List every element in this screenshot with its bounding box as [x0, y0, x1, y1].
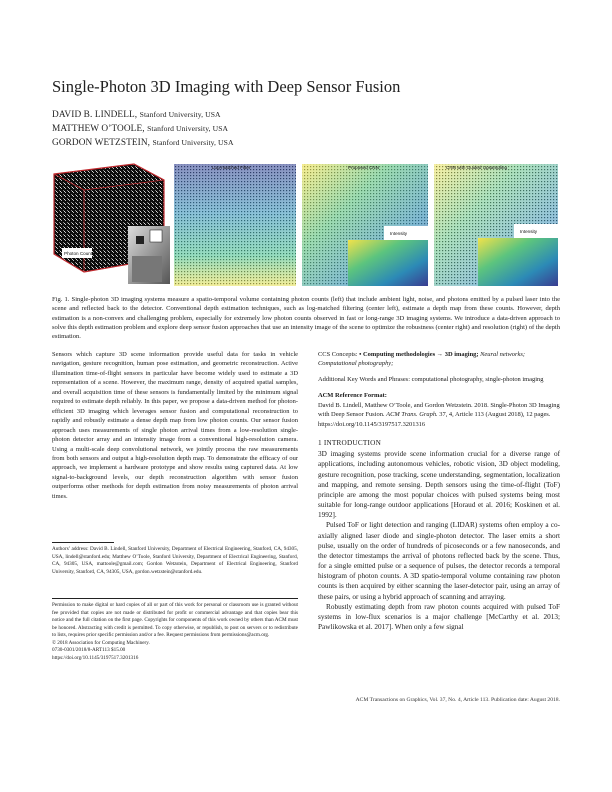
panel-label: CNN with Guided Upsampling [446, 165, 508, 170]
author-line [52, 124, 228, 134]
author-line [52, 110, 221, 120]
paper-title: Single-Photon 3D Imaging with Deep Sensor Fusion [52, 77, 401, 96]
section-heading: 1 INTRODUCTION [318, 439, 382, 448]
permission-notice [52, 602, 298, 662]
panel-label: Proposed CNN [348, 165, 379, 170]
paragraph: Pulsed ToF or light detection and ranging (LIDAR) systems often employ a co-axially aligned laser diode and single-photon detector. The laser emits a short pulse, usually on the order of hundreds of picoseconds or a few nanoseconds, and the detector timestamps the arrival of photons reflected back by the scene. Thus, for a single emitted pulse or a sequence of pulses, the detector records a temporal histogram of photon counts. A 3D spatio-temporal volume containing raw photon counts is then acquired by either scanning the laser-detector pair, using an array of these pairs, or using a hybrid approach of scanning and arraying. [318, 521, 560, 601]
author-affiliation: Stanford University, USA [147, 124, 229, 133]
author-name: DAVID B. LINDELL, [52, 110, 138, 120]
reference-text: David B. Lindell, Matthew O’Toole, and Gordon Wetzstein. 2018. Single-Photon 3D Imaging with Deep Sensor Fusion. [318, 401, 560, 419]
author-affiliation: Stanford University, USA [152, 138, 234, 147]
page-footer: ACM Transactions on Graphics, Vol. 37, No. 4, Article 113. Publication date: August 2018. [355, 697, 560, 703]
reference-doi[interactable]: 37, 4, Article 113 (August 2018), 12 pages. https://doi.org/10.1145/3197517.3201316 [318, 411, 551, 428]
copyright-line: © 2018 Association for Computing Machinery. [52, 639, 150, 646]
panel-label: Intensity [390, 231, 408, 236]
issn-line: 0730-0301/2018/8-ART113 $15.00 [52, 647, 126, 654]
teaser-figure [52, 160, 560, 288]
author-line [52, 138, 234, 148]
reference-format-heading: ACM Reference Format: [318, 392, 387, 400]
panel-label: Intensity [520, 229, 538, 234]
log-matched-filter-panel [174, 164, 296, 286]
authors-address: Authors’ address: David B. Lindell, Stanford University, Department of Electrical Engineering, Stanford, CA, 94305, USA, lindell@stanford.edu; Matthew O’Toole, Stanford University, Department of Electrical Engineering, Stanford, CA, 94305, USA, mattoole@gmail.com; Gordon Wetzstein, Department of Electrical Engineering, Stanford University, Stanford, CA, 94305, USA, gordon.wetzstein@stanford.edu. [52, 546, 298, 576]
keywords: Additional Key Words and Phrases: computational photography, single-photon imaging [318, 375, 544, 383]
reference-journal: ACM Trans. Graph. [386, 411, 438, 419]
paragraph: Robustly estimating depth from raw photon counts acquired with pulsed ToF systems in low-flux scenarios is a major challenge [McCarthy et al. 2013; Pawlikowska et al. 2017]. When only a few signal [318, 602, 560, 631]
guided-upsampling-panel [434, 164, 558, 286]
ccs-bold: • Computing methodologies → 3D imaging; [359, 351, 479, 358]
ccs-italic: Neural networks; Computational photography; [318, 351, 526, 368]
paragraph: 3D imaging systems provide scene information crucial for a diverse range of applications, including autonomous vehicles, robotic vision, 3D object modeling, gesture recognition, pose tracking, scene understanding, segmentation, localization and mapping, and remote sensing. Depth sensors using the time-of-flight (ToF) principle are among the most popular choices with pulsed systems being most suitable for long-range outdoor applications [Horaud et al. 2016; Koskinen et al. 1992]. [318, 450, 560, 520]
permission-text: Permission to make digital or hard copies of all or part of this work for personal or classroom use is granted without fee provided that copies are not made or distributed for profit or commercial advantage and that copies bear this notice and the full citation on the first page. Copyrights for components of this work owned by others than ACM must be honored. Abstracting with credit is permitted. To copy otherwise, or republish, to post on servers or to redistribute to lists, requires prior specific permission and/or a fee. Request permissions from permissions@acm.org. [52, 602, 298, 639]
photon-counts-label: Photon Counts [64, 251, 95, 256]
ccs-label: CCS Concepts: [318, 351, 358, 358]
reference-format [318, 401, 560, 429]
author-name: GORDON WETZSTEIN, [52, 138, 151, 148]
footnote-rule [52, 542, 114, 543]
proposed-cnn-panel [302, 164, 428, 286]
abstract: Sensors which capture 3D scene information provide useful data for tasks in vehicle navigation, gesture recognition, human pose estimation, and geometric reconstruction. Active illumination time-of-flight sensors in particular have become widely used to estimate a 3D representation of a scene. However, the maximum range, density of acquired spatial samples, and overall acquisition time of these sensors is fundamentally limited by the minimum signal required to estimate depth reliably. In this paper, we propose a data-driven method for photon-efficient 3D imaging which leverages sensor fusion and computational reconstruction to rapidly and robustly estimate a dense depth map from low photon counts. Our sensor fusion approach uses measurements of single photon arrival times from a low-resolution single-photon detector array and an intensity image from a conventional high-resolution camera. Using a multi-scale deep convolutional network, we jointly process the raw measurements from both sensors and output a high-resolution depth map. To demonstrate the efficacy of our approach, we implement a hardware prototype and show results using captured data. At low signal-to-background levels, our depth reconstruction algorithm with sensor fusion outperforms other methods for depth estimation from noisy measurements of photon arrival times. [52, 351, 298, 500]
ccs-concepts [318, 350, 560, 369]
author-name: MATTHEW O’TOOLE, [52, 124, 145, 134]
doi-link[interactable]: https://doi.org/10.1145/3197517.3201316 [52, 654, 139, 661]
introduction [318, 438, 560, 632]
right-column [318, 350, 560, 632]
author-affiliation: Stanford University, USA [139, 110, 221, 119]
figure-caption: Fig. 1. Single-photon 3D imaging systems measure a spatio-temporal volume containing photon counts (left) that include ambient light, noise, and photons emitted by a pulsed laser into the scene and reflected back to the detector. Conventional depth estimation techniques, such as log-matched filtering (center left), estimate a depth map from these counts. However, depth estimation is a non-convex and challenging problem, especially for extremely low photon counts observed in fast or long-range 3D imaging systems. We introduce a data-driven approach to solve this depth estimation problem and explore deep sensor fusion approaches that use an intensity image of the scene to optimize the robustness (center right) and resolution (right) of the depth estimation. [52, 296, 560, 341]
panel-label: Log-matched Filter [212, 165, 251, 170]
intensity-inset [128, 226, 170, 284]
